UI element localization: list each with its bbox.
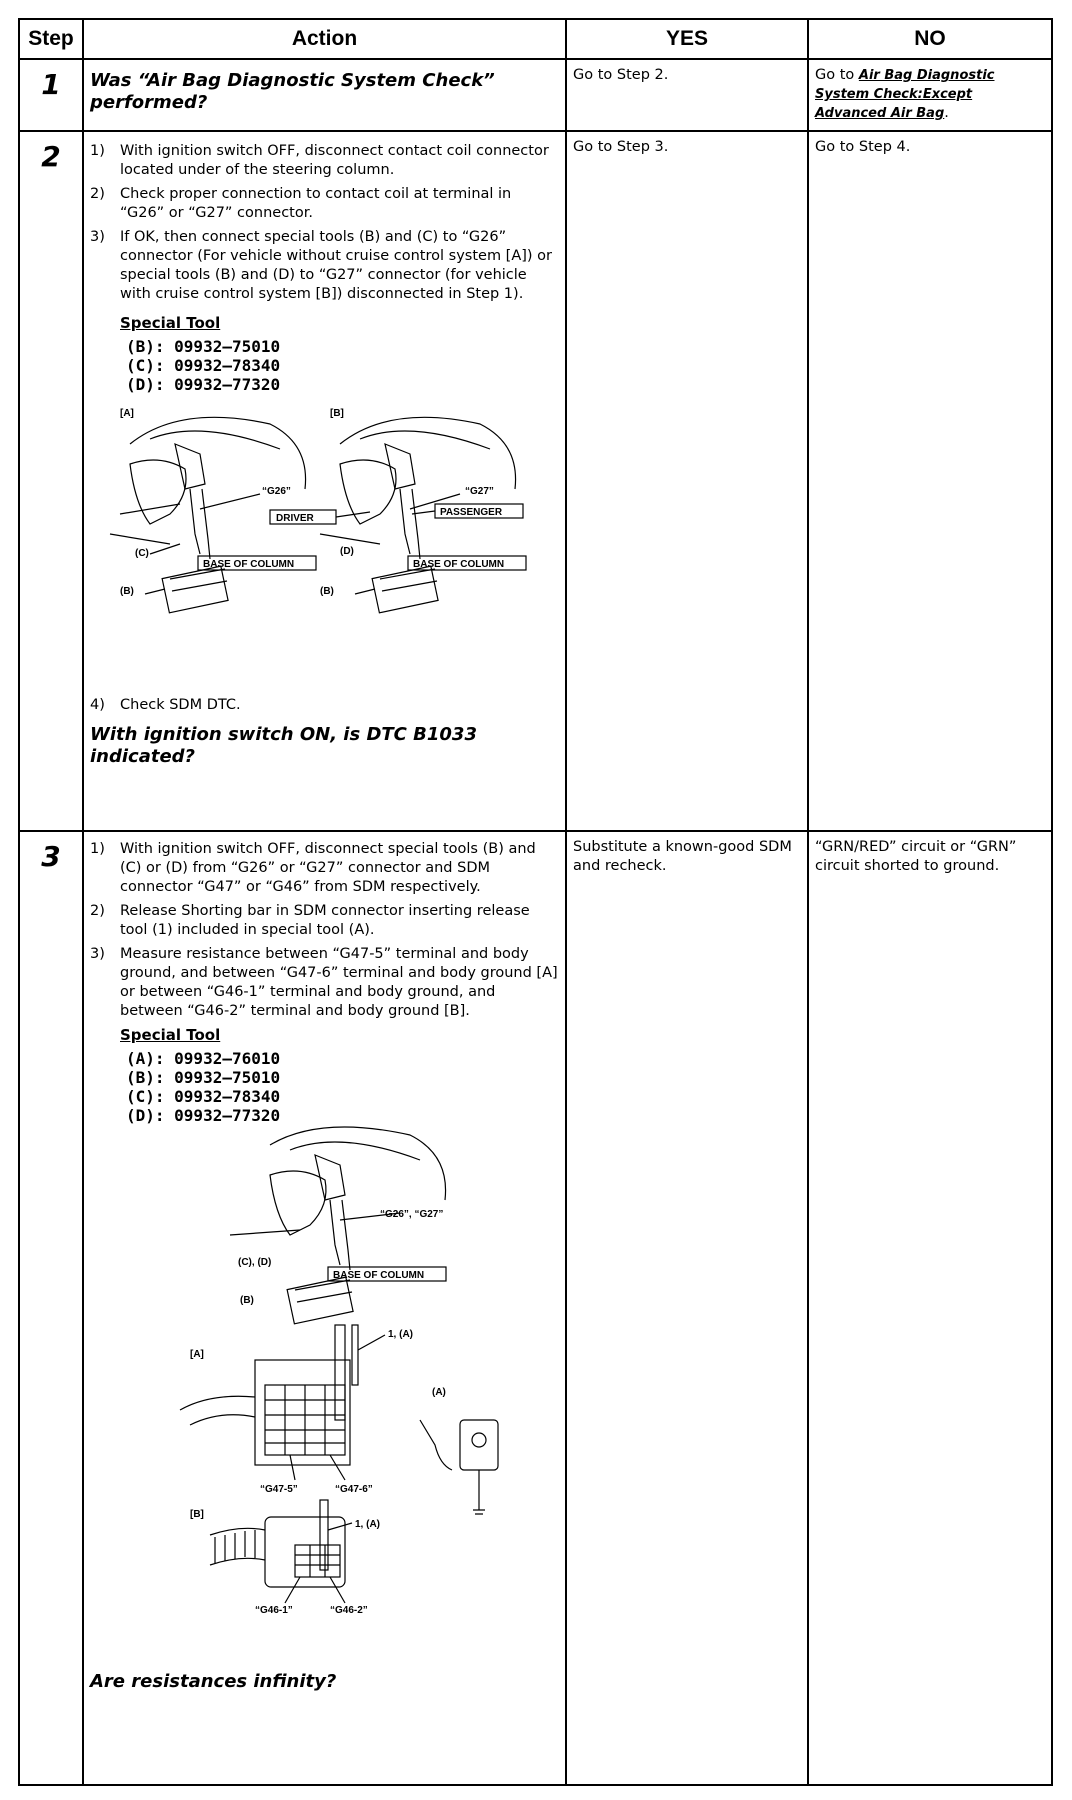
action-cell	[83, 831, 566, 1785]
tool-a-label: (A)	[432, 1387, 446, 1398]
diagnostic-table	[18, 18, 1053, 1786]
special-tool-item: (C): 09932–78340	[126, 1087, 281, 1106]
no-text: “GRN/RED” circuit or “GRN” circuit shorted to ground.	[815, 839, 1017, 874]
header-yes: YES	[566, 19, 808, 59]
tool-b-label: (B)	[120, 586, 134, 597]
release-tool-label: 1, (A)	[355, 1519, 380, 1530]
step-number: 3	[19, 831, 83, 1785]
g27-label: “G27”	[465, 486, 494, 497]
g26-g27-label: “G26”, “G27”	[380, 1209, 444, 1220]
g46-2-label: “G46-2”	[330, 1605, 368, 1616]
column-connector-figure	[90, 394, 550, 634]
g47-6-label: “G47-6”	[335, 1484, 373, 1495]
base-of-column-label: BASE OF COLUMN	[203, 559, 295, 570]
procedure-item: 2) Check proper connection to contact coil at terminal in “G26” or “G27” connector.	[90, 186, 512, 221]
figure-a-label: [A]	[190, 1349, 204, 1360]
yes-cell	[566, 59, 808, 131]
step-row-1	[19, 59, 1052, 131]
action-cell	[83, 131, 566, 831]
release-tool-label: 1, (A)	[388, 1329, 413, 1340]
header-row	[19, 19, 1052, 59]
figure-a-label: [A]	[120, 408, 134, 419]
step-number: 1	[19, 59, 83, 131]
special-tool-item: (B): 09932–75010	[126, 337, 281, 356]
procedure-item: 4) Check SDM DTC.	[90, 697, 241, 713]
procedure-item: 3) If OK, then connect special tools (B) and (C) to “G26” connector (For vehicle without cruise control system [A]) or special tools (B) and (D) to “G27” connector (for vehicle with cruise control system [B]) disconnected in Step 1).	[90, 229, 553, 302]
no-cell	[808, 59, 1052, 131]
special-tool-item: (C): 09932–78340	[126, 356, 281, 375]
g47-5-label: “G47-5”	[260, 1484, 298, 1495]
g26-label: “G26”	[262, 486, 291, 497]
procedure-item: 1) With ignition switch OFF, disconnect special tools (B) and (C) or (D) from “G26” or “G27” connector and SDM connector “G47” or “G46” from SDM respectively.	[90, 841, 536, 895]
column-view	[230, 1127, 446, 1324]
tool-b-label: (B)	[240, 1295, 254, 1306]
procedure-item: 3) Measure resistance between “G47-5” terminal and body ground, and between “G47-6” terminal and body ground [A] or between “G46-1” terminal and body ground, and between “G46-2” terminal and body ground [B].	[90, 946, 558, 1019]
special-tool-item: (D): 09932–77320	[126, 375, 281, 394]
procedure-item: 1) With ignition switch OFF, disconnect contact coil connector located under of the steering column.	[90, 143, 549, 178]
figure-b	[270, 408, 526, 613]
no-suffix: .	[944, 105, 949, 121]
special-tool-item: (D): 09932–77320	[126, 1106, 281, 1125]
tool-cd-label: (C), (D)	[238, 1257, 272, 1268]
step-question: With ignition switch ON, is DTC B1033 indicated?	[90, 724, 477, 767]
procedure-list	[90, 840, 559, 1021]
no-cell	[808, 131, 1052, 831]
figure-b-label: [B]	[190, 1509, 204, 1520]
base-of-column-label: BASE OF COLUMN	[333, 1270, 425, 1281]
no-prefix: Go to	[815, 67, 859, 83]
yes-text: Substitute a known-good SDM and recheck.	[573, 839, 792, 874]
action-cell	[83, 59, 566, 131]
sdm-connector-figure	[90, 1125, 550, 1635]
yes-text: Go to Step 2.	[573, 67, 669, 83]
sdm-connector-a	[180, 1325, 413, 1495]
step-row-3	[19, 831, 1052, 1785]
base-of-column-label: BASE OF COLUMN	[413, 559, 505, 570]
tool-d-label: (D)	[340, 546, 354, 557]
driver-label: DRIVER	[276, 513, 314, 524]
step-question: Are resistances infinity?	[90, 1671, 337, 1692]
step-number: 2	[19, 131, 83, 831]
yes-cell	[566, 131, 808, 831]
step-question: Was “Air Bag Diagnostic System Check” performed?	[90, 70, 495, 113]
procedure-list	[90, 142, 559, 304]
tool-b-label: (B)	[320, 586, 334, 597]
tool-c-label: (C)	[135, 548, 149, 559]
passenger-label: PASSENGER	[440, 507, 503, 518]
step-row-2	[19, 131, 1052, 831]
figure-b-label: [B]	[330, 408, 344, 419]
header-step: Step	[19, 19, 83, 59]
sdm-connector-b	[190, 1500, 380, 1616]
g46-1-label: “G46-1”	[255, 1605, 293, 1616]
no-text: Go to Step 4.	[815, 139, 911, 155]
special-tool-item: (B): 09932–75010	[126, 1068, 281, 1087]
header-action: Action	[83, 19, 566, 59]
special-tool-title: Special Tool	[120, 314, 221, 332]
no-cell	[808, 831, 1052, 1785]
no-text	[809, 60, 1051, 123]
procedure-list	[90, 696, 559, 715]
procedure-item: 2) Release Shorting bar in SDM connector inserting release tool (1) included in special tool (A).	[90, 903, 530, 938]
diagnostic-check-link[interactable]: Air Bag Diagnostic System Check:Except Advanced Air Bag	[815, 68, 995, 121]
multimeter	[420, 1387, 498, 1514]
yes-cell	[566, 831, 808, 1785]
header-no: NO	[808, 19, 1052, 59]
special-tool-item: (A): 09932–76010	[126, 1049, 281, 1068]
special-tool-title: Special Tool	[120, 1026, 221, 1044]
yes-text: Go to Step 3.	[573, 139, 669, 155]
